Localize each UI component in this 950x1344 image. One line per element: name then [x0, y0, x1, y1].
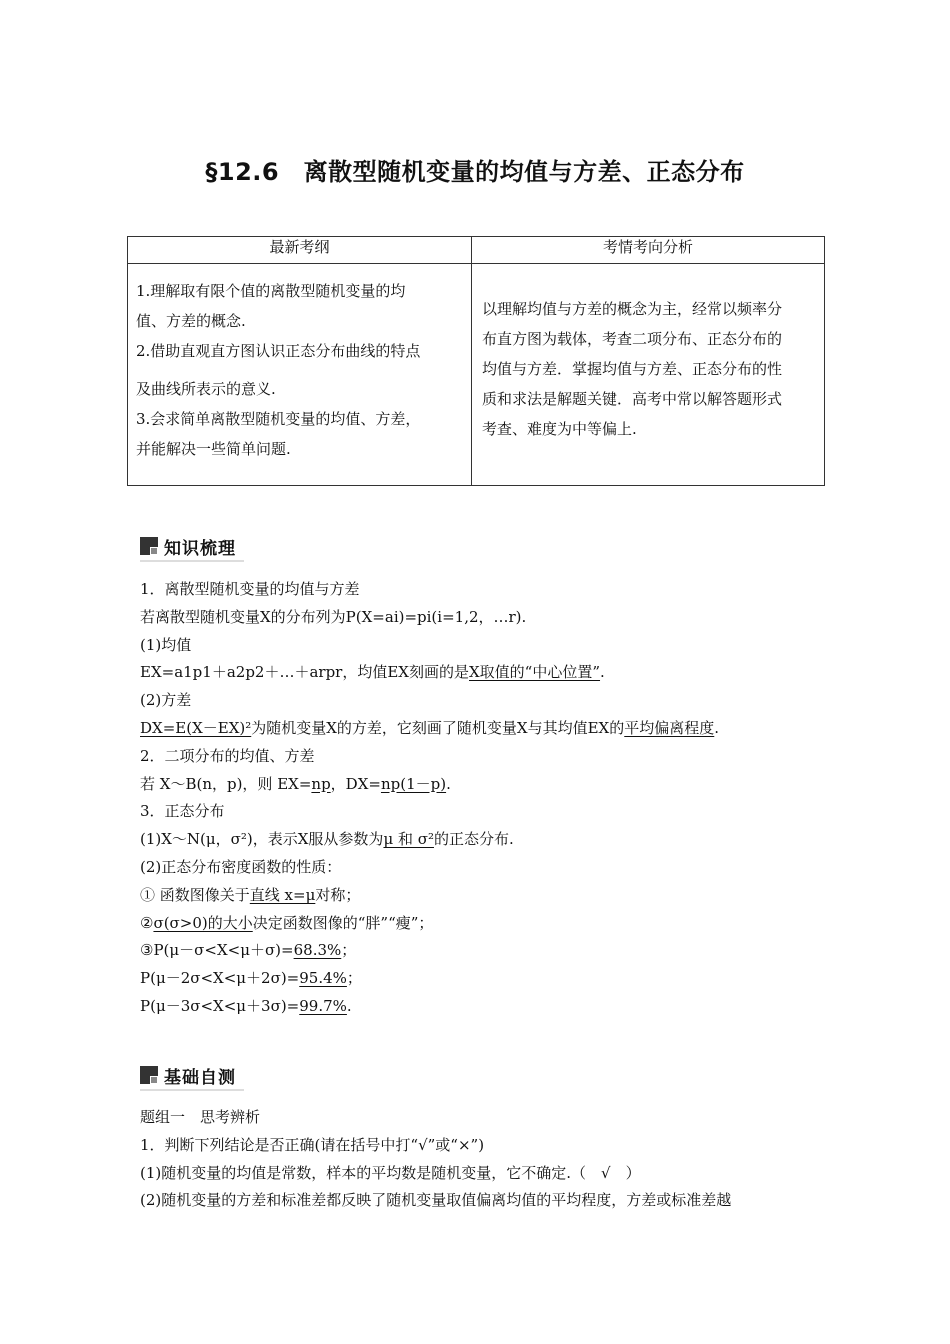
variance-answer: 平均偏离程度 — [624, 718, 715, 737]
mean-line: EX=a1p1＋a2p2＋…＋arpr，均值EX刻画的是X取值的“中心位置”. — [140, 663, 605, 682]
heading-binomial: 2．二项分布的均值、方差 — [140, 746, 315, 765]
prob-3sigma-answer: 99.7% — [299, 996, 347, 1015]
question-1-item-2: (2)随机变量的方差和标准差都反映了随机变量取值偏离均值的平均程度，方差或标准差越 — [140, 1191, 732, 1210]
variance-line: DX=E(X－EX)²为随机变量X的方差，它刻画了随机变量X与其均值EX的平均偏离程度. — [140, 718, 720, 737]
section-header-selftest — [140, 1063, 244, 1091]
mean-answer: X取值的“中心位置” — [469, 663, 601, 682]
mean-formula: EX=a1p1＋a2p2＋…＋arpr — [140, 663, 343, 682]
syllabus-right-line: 布直方图为载体，考查二项分布、正态分布的 — [482, 330, 783, 348]
binomial-line: 若 X～B(n，p)，则 EX=np，DX=np(1－p). — [140, 774, 451, 793]
syllabus-header-left: 最新考纲 — [128, 237, 472, 264]
binomial-mean-answer: np — [311, 774, 331, 793]
symmetry-answer: 直线 x=μ — [249, 885, 316, 904]
mean-label: (1)均值 — [140, 635, 192, 654]
heading-mean-variance: 1．离散型随机变量的均值与方差 — [140, 580, 360, 598]
normal-prop-1: ① 函数图像关于直线 x=μ对称； — [140, 885, 361, 904]
section-square-icon — [140, 537, 158, 555]
syllabus-left-line: 并能解决一些简单问题. — [136, 440, 291, 458]
syllabus-left-line: 2.借助直观直方图认识正态分布曲线的特点 — [136, 342, 421, 360]
syllabus-right-line: 以理解均值与方差的概念为主，经常以频率分 — [482, 300, 783, 318]
syllabus-right-line: 考查、难度为中等偏上. — [482, 420, 637, 438]
distribution-text: 若离散型随机变量X的分布列为P(X=ai)=pi(i=1,2，…r). — [140, 607, 527, 626]
syllabus-right-line: 质和求法是解题关键．高考中常以解答题形式 — [482, 390, 783, 408]
heading-normal: 3．正态分布 — [140, 802, 225, 821]
sigma-answer: σ(σ>0)的大小 — [153, 913, 253, 932]
syllabus-left-line: 3.会求简单离散型随机变量的均值、方差， — [136, 410, 421, 428]
syllabus-header-right: 考情考向分析 — [472, 237, 825, 264]
normal-prop-4: P(μ－2σ<X<μ＋2σ)=95.4%； — [140, 969, 362, 988]
prob-2sigma-answer: 95.4% — [299, 969, 347, 988]
question-group: 题组一 思考辨析 — [140, 1108, 261, 1126]
section-label: 知识梳理 — [164, 538, 236, 559]
normal-props-label: (2)正态分布密度函数的性质： — [140, 857, 342, 876]
selftest-content — [140, 1104, 820, 1215]
question-1: 1．判断下列结论是否正确(请在括号中打“√”或“×”) — [140, 1135, 485, 1154]
normal-params-answer: μ 和 σ² — [383, 830, 434, 849]
knowledge-content — [140, 576, 820, 1021]
variance-formula: DX=E(X－EX)² — [140, 718, 252, 737]
syllabus-left-line: 值、方差的概念. — [136, 312, 246, 330]
page-title: §12.6 离散型随机变量的均值与方差、正态分布 — [205, 158, 745, 186]
syllabus-left-line: 及曲线所表示的意义. — [136, 380, 276, 398]
question-1-item-1: (1)随机变量的均值是常数，样本的平均数是随机变量，它不确定.（ √ ） — [140, 1163, 641, 1182]
syllabus-left-line: 1.理解取有限个值的离散型随机变量的均 — [136, 282, 406, 300]
prob-1sigma-answer: 68.3% — [293, 941, 342, 960]
section-square-icon — [140, 1066, 158, 1084]
binomial-variance-answer: np(1－p) — [380, 774, 447, 793]
normal-prop-2: ②σ(σ>0)的大小决定函数图像的“胖”“瘦”； — [140, 913, 434, 932]
syllabus-table — [127, 236, 825, 486]
section-label: 基础自测 — [164, 1067, 236, 1088]
normal-line: (1)X～N(μ，σ²)，表示X服从参数为μ 和 σ²的正态分布. — [140, 830, 514, 849]
variance-label: (2)方差 — [140, 691, 192, 710]
syllabus-right-cell — [472, 264, 825, 486]
normal-prop-5: P(μ－3σ<X<μ＋3σ)=99.7%. — [140, 996, 352, 1015]
syllabus-right-line: 均值与方差．掌握均值与方差、正态分布的性 — [482, 360, 783, 378]
syllabus-left-cell — [128, 264, 472, 486]
normal-prop-3: ③P(μ－σ<X<μ＋σ)=68.3%； — [140, 941, 357, 960]
section-header-knowledge — [140, 534, 244, 562]
